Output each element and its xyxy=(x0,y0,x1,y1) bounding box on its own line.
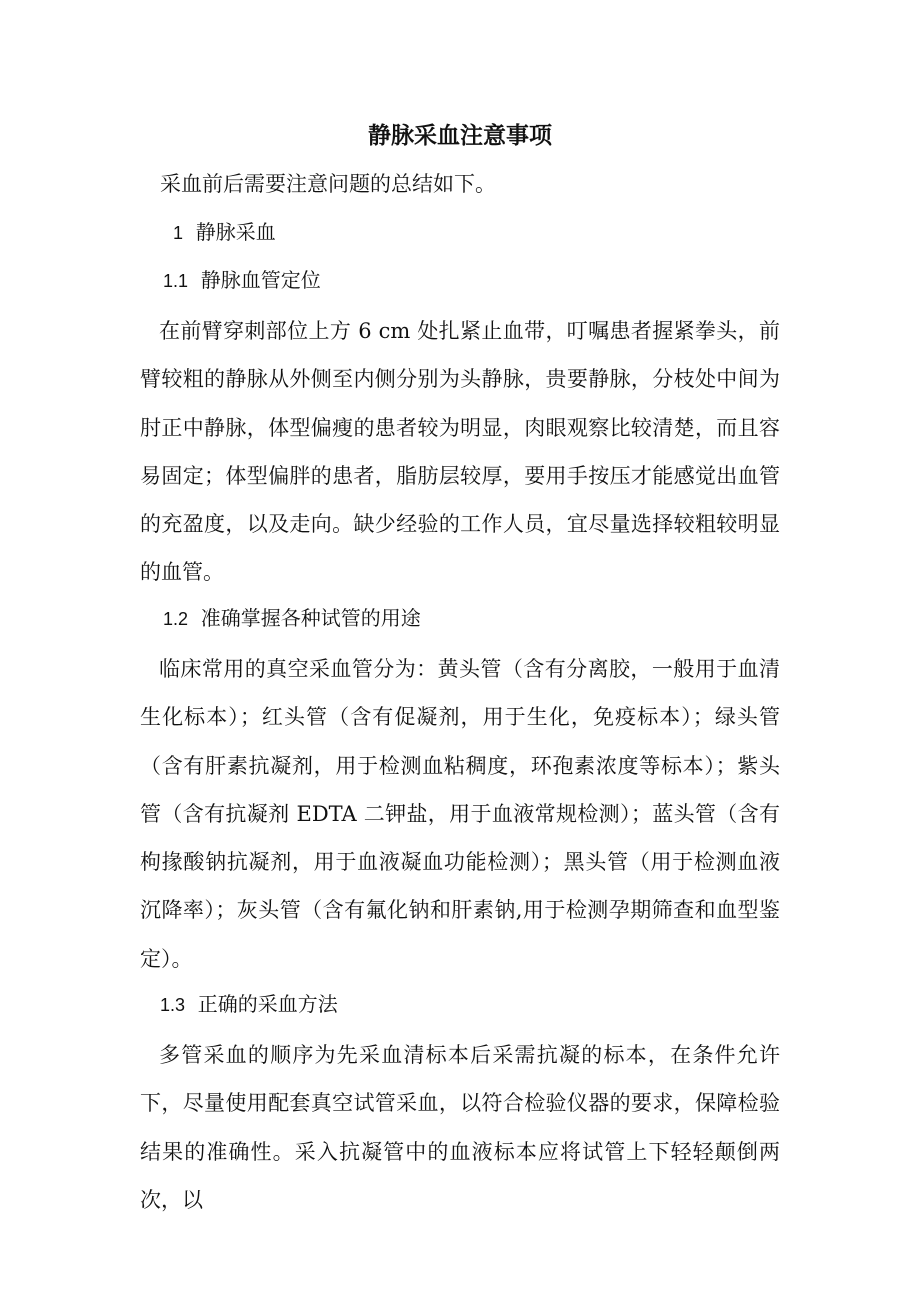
section-title: 准确掌握各种试管的用途 xyxy=(200,606,421,630)
section-heading-1-1 xyxy=(163,262,321,299)
section-title: 正确的采血方法 xyxy=(197,992,338,1016)
section-heading-1-3 xyxy=(160,986,338,1023)
section-title: 静脉采血 xyxy=(195,220,276,244)
section-heading-1 xyxy=(173,214,276,251)
document-title: 静脉采血注意事项 xyxy=(368,122,552,149)
paragraph-vein-location: 在前臂穿刺部位上方 6 cm 处扎紧止血带，叮嘱患者握紧拳头，前臂较粗的静脉从外侧至内侧分别为头静脉，贵要静脉，分枝处中间为肘正中静脉，体型偏瘦的患者较为明显，肉眼观察比较清楚，而且容易固定；体型偏胖的患者，脂肪层较厚，要用手按压才能感觉出血管的充盈度，以及走向。缺少经验的工作人员，宜尽量选择较粗较明显的血管。 xyxy=(140,319,780,585)
section-number: 1.2 xyxy=(163,609,189,629)
paragraph-collection-method: 多管采血的顺序为先采血清标本后采需抗凝的标本，在条件允许下，尽量使用配套真空试管采血，以符合检验仪器的要求，保障检验结果的准确性。采入抗凝管中的血液标本应将试管上下轻轻颠倒两次，以 xyxy=(140,1043,780,1212)
section-heading-1-2 xyxy=(163,600,421,637)
section-number: 1 xyxy=(173,223,184,243)
section-number: 1.3 xyxy=(160,995,186,1015)
paragraph-tube-usage: 临床常用的真空采血管分为：黄头管（含有分离胶，一般用于血清生化标本）；红头管（含有促凝剂，用于生化，免疫标本）；绿头管（含有肝素抗凝剂，用于检测血粘稠度，环孢素浓度等标本）；紫头管（含有抗凝剂 EDTA 二钾盐，用于血液常规检测）；蓝头管（含有枸掾酸钠抗凝剂，用于血液凝血功能检测）；黑头管（用于检测血液沉降率）；灰头管（含有氟化钠和肝素钠,用于检测孕期筛查和血型鉴定）。 xyxy=(140,657,780,971)
intro-text: 采血前后需要注意问题的总结如下。 xyxy=(160,172,496,196)
section-number: 1.1 xyxy=(163,271,189,291)
section-title: 静脉血管定位 xyxy=(200,268,321,292)
